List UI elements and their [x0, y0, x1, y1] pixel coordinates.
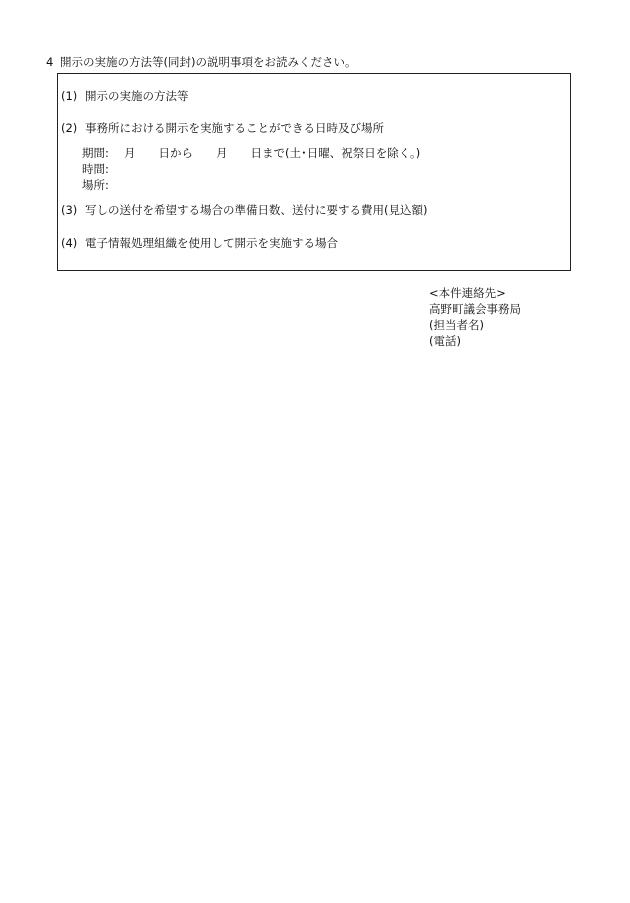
item-1	[61, 91, 189, 103]
item-number: (4)	[61, 236, 78, 250]
explanation-box	[57, 73, 571, 271]
item-text: 写しの送付を希望する場合の準備日数、送付に要する費用(見込額)	[85, 203, 428, 217]
section-heading	[46, 57, 356, 69]
detail-value: 月 日から 月 日まで(土･日曜、祝祭日を除く。)	[124, 146, 421, 160]
contact-phone: (電話)	[429, 334, 461, 348]
item-2	[61, 123, 384, 135]
detail-label: 期間:	[82, 146, 109, 160]
item-text: 電子情報処理組織を使用して開示を実施する場合	[85, 236, 338, 250]
item-text: 開示の実施の方法等	[85, 89, 189, 103]
item-4	[61, 238, 338, 250]
detail-label: 時間:	[82, 162, 109, 176]
item-number: (3)	[61, 203, 78, 217]
detail-time	[82, 164, 124, 176]
section-number: 4	[46, 55, 54, 69]
detail-place	[82, 180, 124, 192]
item-number: (1)	[61, 89, 78, 103]
contact-office: 高野町議会事務局	[429, 302, 521, 316]
item-3	[61, 205, 427, 217]
contact-header: <本件連絡先>	[429, 286, 506, 300]
contact-person: (担当者名)	[429, 318, 484, 332]
detail-label: 場所:	[82, 178, 109, 192]
contact-block	[429, 288, 521, 352]
section-title: 開示の実施の方法等(同封)の説明事項をお読みください。	[60, 55, 357, 69]
detail-period	[82, 148, 420, 160]
item-number: (2)	[61, 121, 78, 135]
item-text: 事務所における開示を実施することができる日時及び場所	[85, 121, 384, 135]
